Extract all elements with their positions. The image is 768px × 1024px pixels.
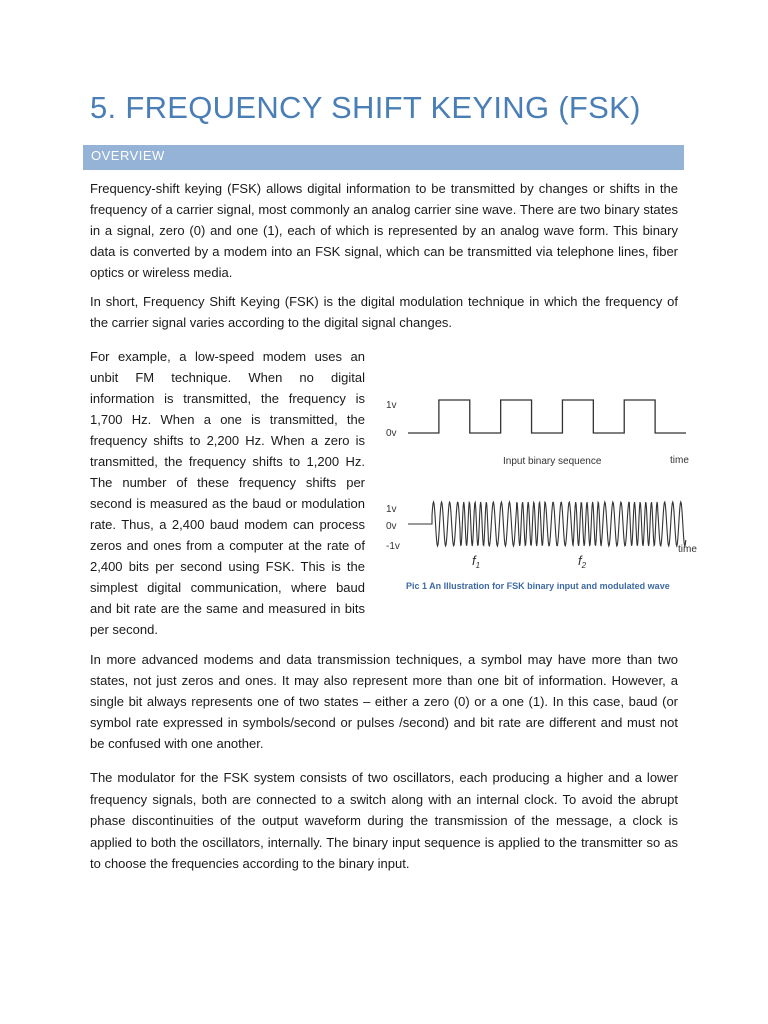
top-time-label: time bbox=[670, 455, 689, 466]
f1-subscript: 1 bbox=[475, 561, 481, 570]
fsk-figure bbox=[380, 388, 700, 603]
paragraph-summary: In short, Frequency Shift Keying (FSK) is the digital modulation technique in which the frequency of the carrier signal varies according to the digital signal changes. bbox=[90, 294, 678, 330]
top-1v-label: 1v bbox=[386, 400, 397, 411]
f1-label bbox=[472, 553, 480, 570]
paragraph-modem-example: For example, a low-speed modem uses an unbit FM technique. When no digital information is transmitted, the frequency is 1,700 Hz. When a one is transmitted, the frequency shifts to 2,200 Hz. When a zero is transmitted, the frequency shifts to 1,200 Hz. The number of these frequency shifts per second is measured as the baud or modulation rate. Thus, a 2,400 baud modem can process zeros and ones from a computer at the rate of 2,400 bits per second using FSK. This is the simplest digital communication, where baud and bit rate are the same and measured in bits per second. bbox=[90, 349, 365, 637]
paragraph-intro: Frequency-shift keying (FSK) allows digital information to be transmitted by changes or shifts in the frequency of a carrier signal, most commonly an analog carrier sine wave. There are two binary states in a signal, zero (0) and one (1), each of which is represented by an analog wave form. This binary data is converted by a modem into an FSK signal, which can be transmitted via telephone lines, fiber optics or wireless media. bbox=[90, 181, 678, 280]
f1-symbol: f bbox=[472, 553, 476, 568]
figure-caption: Pic 1 An Illustration for FSK binary input and modulated wave bbox=[406, 581, 670, 591]
f2-label bbox=[578, 553, 587, 570]
bottom-time-label: time bbox=[678, 544, 697, 555]
bottom-1v-label: 1v bbox=[386, 504, 397, 515]
modulated-fsk-waveform bbox=[408, 502, 686, 546]
paragraph-modulator: The modulator for the FSK system consists of two oscillators, each producing a higher and a lower frequency signals, both are connected to a switch along with an internal clock. To avoid the abrupt phase discontinuities of the output waveform during the transmission of the message, a clock is applied to both the oscillators, internally. The binary input sequence is applied to the transmitter so as to choose the frequencies according to the binary input. bbox=[90, 770, 678, 871]
bottom-neg1v-label: -1v bbox=[386, 541, 400, 552]
bottom-0v-label: 0v bbox=[386, 521, 397, 532]
input-binary-sequence-label: Input binary sequence bbox=[503, 456, 602, 467]
fsk-diagram bbox=[380, 388, 700, 578]
page-title: 5. FREQUENCY SHIFT KEYING (FSK) bbox=[90, 90, 641, 125]
section-header-label: OVERVIEW bbox=[91, 148, 165, 163]
f2-subscript: 2 bbox=[581, 561, 587, 570]
top-0v-label: 0v bbox=[386, 428, 397, 439]
f2-symbol: f bbox=[578, 553, 582, 568]
paragraph-advanced-modems: In more advanced modems and data transmission techniques, a symbol may have more than two states, not just zeros and ones. It may also represent more than one bit of information. However, a single bit always represents one of two states – either a zero (0) or a one (1). In this case, baud (or symbol rate expressed in symbols/second or pulses /second) and bit rate are different and must not be confused with one another. bbox=[90, 652, 678, 751]
binary-input-waveform bbox=[408, 400, 686, 433]
section-header-bar bbox=[83, 145, 684, 170]
